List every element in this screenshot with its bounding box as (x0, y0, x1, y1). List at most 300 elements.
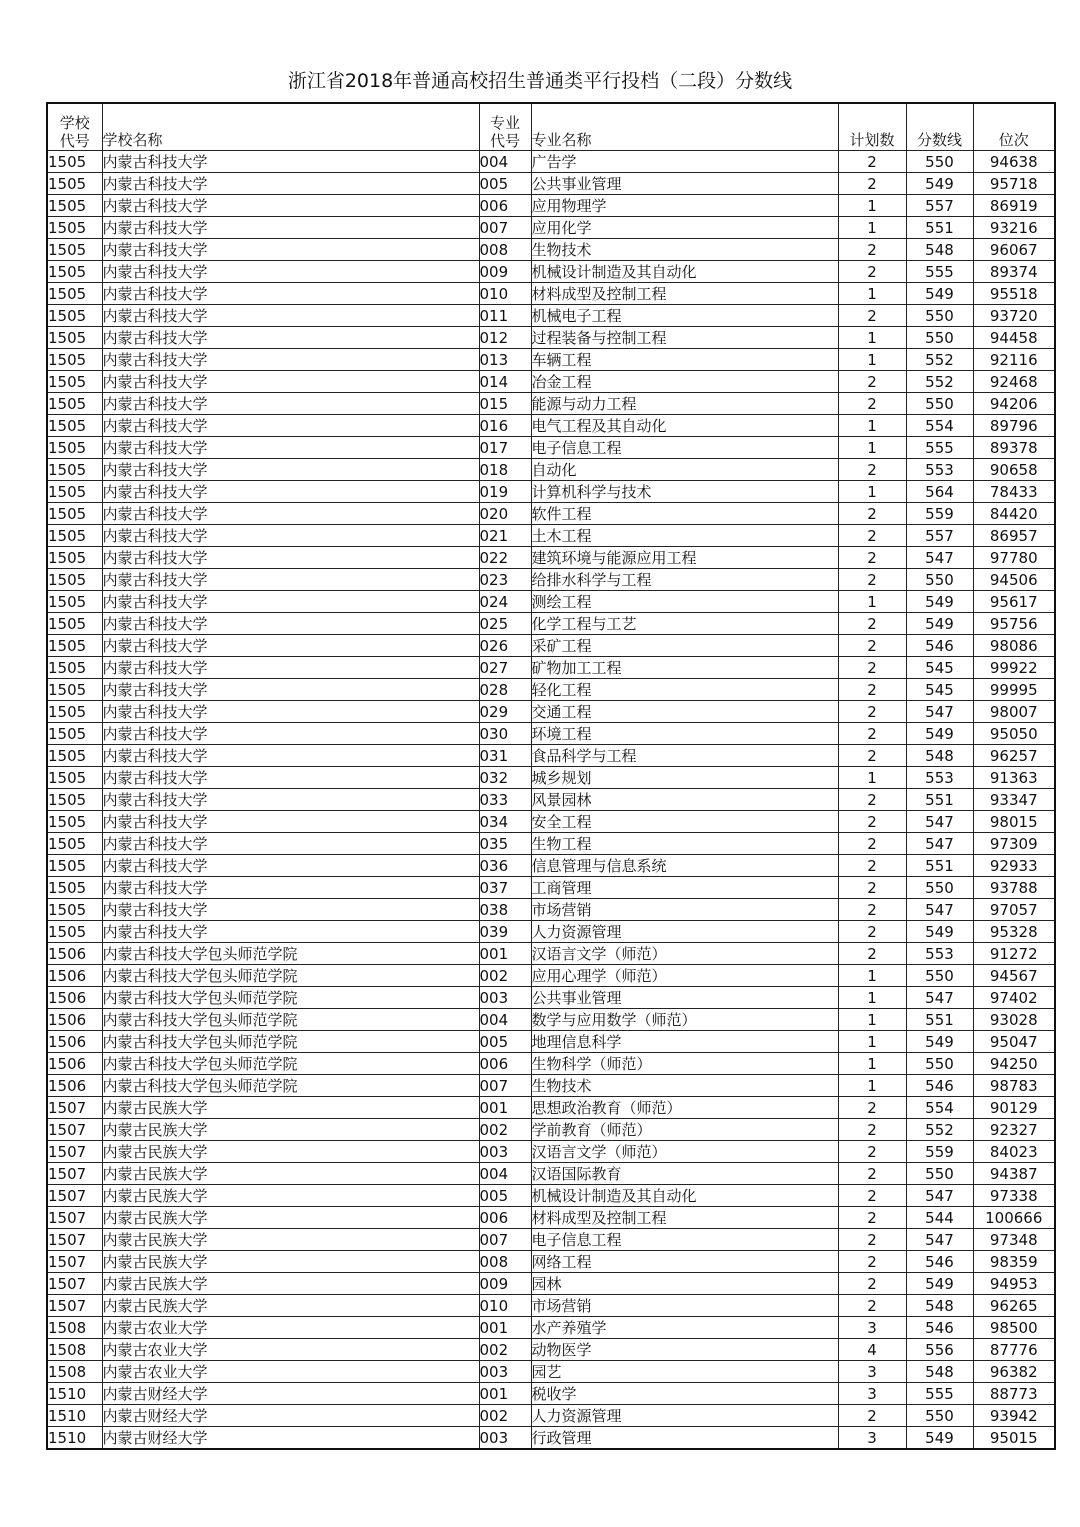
cell-score-line: 555 (906, 1383, 973, 1405)
table-row (47, 261, 1055, 283)
cell-school-name: 内蒙古科技大学 (102, 283, 479, 305)
cell-major-code: 012 (479, 327, 531, 349)
cell-school-code: 1507 (47, 1229, 102, 1251)
cell-plan-count: 2 (838, 723, 906, 745)
cell-school-code: 1508 (47, 1317, 102, 1339)
cell-major-name: 建筑环境与能源应用工程 (531, 547, 838, 569)
page-title: 浙江省2018年普通高校招生普通类平行投档（二段）分数线 (287, 70, 793, 92)
cell-plan-count: 1 (838, 1031, 906, 1053)
cell-plan-count: 2 (838, 569, 906, 591)
cell-major-code: 010 (479, 283, 531, 305)
cell-rank: 95518 (973, 283, 1055, 305)
cell-major-name: 电气工程及其自动化 (531, 415, 838, 437)
cell-major-code: 035 (479, 833, 531, 855)
cell-school-code: 1505 (47, 415, 102, 437)
cell-score-line: 548 (906, 239, 973, 261)
cell-school-code: 1506 (47, 1031, 102, 1053)
cell-rank: 100666 (973, 1207, 1055, 1229)
cell-plan-count: 3 (838, 1427, 906, 1450)
cell-major-code: 018 (479, 459, 531, 481)
cell-rank: 95328 (973, 921, 1055, 943)
cell-school-name: 内蒙古科技大学 (102, 305, 479, 327)
cell-plan-count: 3 (838, 1317, 906, 1339)
cell-plan-count: 1 (838, 327, 906, 349)
cell-score-line: 550 (906, 877, 973, 899)
cell-rank: 98783 (973, 1075, 1055, 1097)
cell-school-name: 内蒙古科技大学 (102, 833, 479, 855)
cell-school-name: 内蒙古科技大学 (102, 569, 479, 591)
table-row (47, 1163, 1055, 1185)
cell-school-code: 1506 (47, 1009, 102, 1031)
table-row (47, 943, 1055, 965)
cell-school-name: 内蒙古科技大学 (102, 349, 479, 371)
cell-school-code: 1507 (47, 1207, 102, 1229)
table-row (47, 855, 1055, 877)
cell-school-name: 内蒙古民族大学 (102, 1185, 479, 1207)
cell-rank: 97057 (973, 899, 1055, 921)
cell-major-name: 电子信息工程 (531, 437, 838, 459)
cell-plan-count: 2 (838, 679, 906, 701)
cell-score-line: 546 (906, 635, 973, 657)
cell-school-code: 1505 (47, 327, 102, 349)
cell-school-name: 内蒙古科技大学 (102, 635, 479, 657)
cell-rank: 93788 (973, 877, 1055, 899)
cell-plan-count: 2 (838, 1273, 906, 1295)
cell-major-name: 采矿工程 (531, 635, 838, 657)
table-row (47, 921, 1055, 943)
cell-school-code: 1505 (47, 811, 102, 833)
cell-plan-count: 2 (838, 525, 906, 547)
cell-score-line: 549 (906, 723, 973, 745)
header-rank: 位次 (973, 103, 1055, 151)
cell-rank: 96382 (973, 1361, 1055, 1383)
cell-plan-count: 2 (838, 613, 906, 635)
table-row (47, 305, 1055, 327)
cell-plan-count: 2 (838, 745, 906, 767)
cell-score-line: 547 (906, 833, 973, 855)
cell-school-code: 1505 (47, 679, 102, 701)
cell-plan-count: 1 (838, 437, 906, 459)
table-row (47, 1361, 1055, 1383)
table-row (47, 525, 1055, 547)
table-row (47, 1009, 1055, 1031)
cell-rank: 95050 (973, 723, 1055, 745)
cell-plan-count: 2 (838, 261, 906, 283)
cell-score-line: 559 (906, 503, 973, 525)
table-row (47, 1053, 1055, 1075)
header-school-code (47, 103, 102, 151)
cell-school-name: 内蒙古农业大学 (102, 1361, 479, 1383)
cell-score-line: 547 (906, 987, 973, 1009)
cell-major-name: 市场营销 (531, 1295, 838, 1317)
cell-major-code: 002 (479, 965, 531, 987)
cell-major-code: 039 (479, 921, 531, 943)
cell-plan-count: 1 (838, 767, 906, 789)
table-row (47, 613, 1055, 635)
cell-plan-count: 2 (838, 1405, 906, 1427)
table-row (47, 1427, 1055, 1450)
cell-school-name: 内蒙古科技大学 (102, 745, 479, 767)
cell-school-code: 1505 (47, 371, 102, 393)
table-row (47, 635, 1055, 657)
cell-major-name: 数学与应用数学（师范） (531, 1009, 838, 1031)
cell-major-code: 014 (479, 371, 531, 393)
cell-major-name: 给排水科学与工程 (531, 569, 838, 591)
cell-rank: 93720 (973, 305, 1055, 327)
cell-major-name: 生物科学（师范） (531, 1053, 838, 1075)
cell-major-name: 土木工程 (531, 525, 838, 547)
cell-major-code: 002 (479, 1405, 531, 1427)
table-row (47, 393, 1055, 415)
cell-rank: 89796 (973, 415, 1055, 437)
cell-major-name: 材料成型及控制工程 (531, 283, 838, 305)
cell-major-code: 006 (479, 1053, 531, 1075)
cell-major-name: 水产养殖学 (531, 1317, 838, 1339)
cell-major-name: 能源与动力工程 (531, 393, 838, 415)
header-school-code-top: 学校 (59, 114, 90, 132)
cell-score-line: 559 (906, 1141, 973, 1163)
cell-major-code: 001 (479, 1383, 531, 1405)
cell-school-code: 1507 (47, 1251, 102, 1273)
cell-score-line: 548 (906, 1361, 973, 1383)
cell-major-name: 冶金工程 (531, 371, 838, 393)
cell-school-code: 1505 (47, 657, 102, 679)
table-row (47, 811, 1055, 833)
cell-school-name: 内蒙古科技大学包头师范学院 (102, 1009, 479, 1031)
cell-major-name: 机械设计制造及其自动化 (531, 1185, 838, 1207)
cell-score-line: 545 (906, 679, 973, 701)
cell-plan-count: 2 (838, 305, 906, 327)
cell-plan-count: 2 (838, 1207, 906, 1229)
cell-score-line: 546 (906, 1317, 973, 1339)
cell-rank: 97309 (973, 833, 1055, 855)
cell-school-name: 内蒙古科技大学 (102, 789, 479, 811)
cell-school-code: 1505 (47, 547, 102, 569)
cell-plan-count: 2 (838, 393, 906, 415)
cell-major-name: 化学工程与工艺 (531, 613, 838, 635)
table-row (47, 1141, 1055, 1163)
table-row (47, 1119, 1055, 1141)
cell-school-name: 内蒙古科技大学 (102, 921, 479, 943)
cell-plan-count: 1 (838, 965, 906, 987)
cell-rank: 94567 (973, 965, 1055, 987)
cell-major-code: 034 (479, 811, 531, 833)
cell-plan-count: 2 (838, 701, 906, 723)
cell-major-code: 023 (479, 569, 531, 591)
cell-score-line: 553 (906, 943, 973, 965)
table-row (47, 657, 1055, 679)
cell-score-line: 544 (906, 1207, 973, 1229)
cell-rank: 94458 (973, 327, 1055, 349)
cell-major-code: 002 (479, 1339, 531, 1361)
cell-school-code: 1505 (47, 921, 102, 943)
cell-rank: 84023 (973, 1141, 1055, 1163)
cell-rank: 95617 (973, 591, 1055, 613)
cell-major-name: 生物技术 (531, 1075, 838, 1097)
cell-major-code: 001 (479, 1097, 531, 1119)
cell-major-code: 007 (479, 1229, 531, 1251)
cell-score-line: 555 (906, 437, 973, 459)
cell-score-line: 547 (906, 701, 973, 723)
cell-school-name: 内蒙古民族大学 (102, 1273, 479, 1295)
cell-score-line: 556 (906, 1339, 973, 1361)
cell-score-line: 554 (906, 1097, 973, 1119)
cell-rank: 96257 (973, 745, 1055, 767)
cell-major-code: 031 (479, 745, 531, 767)
score-table (46, 102, 1056, 1450)
cell-school-name: 内蒙古民族大学 (102, 1251, 479, 1273)
cell-school-code: 1505 (47, 459, 102, 481)
cell-score-line: 550 (906, 151, 973, 173)
cell-rank: 97402 (973, 987, 1055, 1009)
cell-major-code: 006 (479, 1207, 531, 1229)
cell-major-name: 网络工程 (531, 1251, 838, 1273)
cell-major-code: 030 (479, 723, 531, 745)
cell-school-name: 内蒙古科技大学 (102, 613, 479, 635)
cell-rank: 90658 (973, 459, 1055, 481)
cell-plan-count: 4 (838, 1339, 906, 1361)
cell-school-name: 内蒙古科技大学 (102, 723, 479, 745)
cell-major-code: 004 (479, 1163, 531, 1185)
cell-plan-count: 2 (838, 1295, 906, 1317)
cell-school-code: 1510 (47, 1383, 102, 1405)
table-row (47, 415, 1055, 437)
cell-major-code: 020 (479, 503, 531, 525)
cell-major-code: 005 (479, 1185, 531, 1207)
cell-major-code: 005 (479, 1031, 531, 1053)
cell-rank: 95015 (973, 1427, 1055, 1450)
cell-score-line: 550 (906, 1405, 973, 1427)
cell-school-code: 1505 (47, 437, 102, 459)
cell-rank: 95718 (973, 173, 1055, 195)
cell-major-code: 015 (479, 393, 531, 415)
cell-major-name: 广告学 (531, 151, 838, 173)
cell-school-code: 1505 (47, 239, 102, 261)
cell-major-code: 008 (479, 239, 531, 261)
cell-major-code: 003 (479, 1361, 531, 1383)
cell-major-name: 学前教育（师范） (531, 1119, 838, 1141)
cell-school-code: 1507 (47, 1097, 102, 1119)
cell-major-name: 自动化 (531, 459, 838, 481)
cell-rank: 89374 (973, 261, 1055, 283)
cell-school-name: 内蒙古科技大学包头师范学院 (102, 987, 479, 1009)
cell-school-code: 1505 (47, 393, 102, 415)
cell-rank: 94387 (973, 1163, 1055, 1185)
cell-rank: 98359 (973, 1251, 1055, 1273)
cell-school-name: 内蒙古科技大学 (102, 701, 479, 723)
table-row (47, 459, 1055, 481)
cell-plan-count: 1 (838, 591, 906, 613)
cell-major-name: 公共事业管理 (531, 173, 838, 195)
cell-plan-count: 2 (838, 811, 906, 833)
cell-school-code: 1510 (47, 1405, 102, 1427)
cell-major-code: 022 (479, 547, 531, 569)
cell-school-name: 内蒙古科技大学 (102, 503, 479, 525)
cell-plan-count: 2 (838, 239, 906, 261)
cell-school-code: 1505 (47, 525, 102, 547)
cell-rank: 95756 (973, 613, 1055, 635)
cell-plan-count: 2 (838, 833, 906, 855)
cell-school-code: 1505 (47, 217, 102, 239)
header-major-name: 专业名称 (531, 103, 838, 151)
cell-major-code: 010 (479, 1295, 531, 1317)
cell-major-name: 汉语言文学（师范） (531, 943, 838, 965)
cell-major-code: 011 (479, 305, 531, 327)
cell-school-code: 1505 (47, 591, 102, 613)
cell-rank: 92468 (973, 371, 1055, 393)
cell-rank: 78433 (973, 481, 1055, 503)
cell-school-name: 内蒙古科技大学 (102, 899, 479, 921)
cell-school-name: 内蒙古民族大学 (102, 1119, 479, 1141)
cell-plan-count: 2 (838, 1163, 906, 1185)
cell-major-name: 轻化工程 (531, 679, 838, 701)
table-row (47, 503, 1055, 525)
cell-major-code: 004 (479, 1009, 531, 1031)
table-row (47, 1295, 1055, 1317)
cell-major-code: 001 (479, 1317, 531, 1339)
cell-school-code: 1505 (47, 855, 102, 877)
cell-rank: 97348 (973, 1229, 1055, 1251)
cell-major-code: 032 (479, 767, 531, 789)
cell-plan-count: 2 (838, 899, 906, 921)
cell-plan-count: 2 (838, 657, 906, 679)
table-row (47, 349, 1055, 371)
table-row (47, 437, 1055, 459)
cell-major-name: 信息管理与信息系统 (531, 855, 838, 877)
cell-plan-count: 2 (838, 1251, 906, 1273)
cell-rank: 92116 (973, 349, 1055, 371)
cell-score-line: 550 (906, 393, 973, 415)
cell-score-line: 551 (906, 1009, 973, 1031)
cell-rank: 91363 (973, 767, 1055, 789)
cell-rank: 93216 (973, 217, 1055, 239)
cell-rank: 94506 (973, 569, 1055, 591)
cell-major-code: 033 (479, 789, 531, 811)
cell-major-name: 汉语言文学（师范） (531, 1141, 838, 1163)
cell-rank: 96067 (973, 239, 1055, 261)
cell-major-name: 电子信息工程 (531, 1229, 838, 1251)
cell-major-name: 计算机科学与技术 (531, 481, 838, 503)
cell-score-line: 552 (906, 349, 973, 371)
cell-school-code: 1505 (47, 723, 102, 745)
cell-major-name: 税收学 (531, 1383, 838, 1405)
cell-rank: 97338 (973, 1185, 1055, 1207)
cell-major-code: 003 (479, 1427, 531, 1450)
header-major-code-top: 专业 (489, 114, 520, 132)
cell-school-code: 1505 (47, 745, 102, 767)
cell-score-line: 550 (906, 965, 973, 987)
cell-school-name: 内蒙古农业大学 (102, 1339, 479, 1361)
cell-rank: 93347 (973, 789, 1055, 811)
cell-major-code: 028 (479, 679, 531, 701)
cell-plan-count: 2 (838, 943, 906, 965)
cell-school-code: 1505 (47, 195, 102, 217)
header-major-code (479, 103, 531, 151)
cell-school-name: 内蒙古民族大学 (102, 1163, 479, 1185)
table-row (47, 547, 1055, 569)
cell-plan-count: 2 (838, 789, 906, 811)
cell-score-line: 555 (906, 261, 973, 283)
cell-score-line: 549 (906, 1273, 973, 1295)
table-row (47, 1317, 1055, 1339)
cell-major-code: 027 (479, 657, 531, 679)
table-row (47, 569, 1055, 591)
cell-major-name: 材料成型及控制工程 (531, 1207, 838, 1229)
cell-school-name: 内蒙古科技大学 (102, 855, 479, 877)
cell-score-line: 547 (906, 1229, 973, 1251)
cell-score-line: 550 (906, 1163, 973, 1185)
cell-score-line: 557 (906, 525, 973, 547)
cell-score-line: 552 (906, 1119, 973, 1141)
cell-school-code: 1505 (47, 283, 102, 305)
cell-score-line: 553 (906, 767, 973, 789)
cell-school-code: 1507 (47, 1163, 102, 1185)
cell-plan-count: 1 (838, 195, 906, 217)
table-row (47, 371, 1055, 393)
cell-school-code: 1505 (47, 569, 102, 591)
table-row (47, 1185, 1055, 1207)
table-row (47, 965, 1055, 987)
cell-school-code: 1505 (47, 701, 102, 723)
table-row (47, 767, 1055, 789)
cell-score-line: 549 (906, 1031, 973, 1053)
table-row (47, 1229, 1055, 1251)
cell-score-line: 549 (906, 591, 973, 613)
cell-school-code: 1507 (47, 1273, 102, 1295)
table-row (47, 591, 1055, 613)
cell-major-code: 013 (479, 349, 531, 371)
cell-score-line: 548 (906, 1295, 973, 1317)
cell-score-line: 547 (906, 899, 973, 921)
cell-school-code: 1505 (47, 877, 102, 899)
cell-major-code: 004 (479, 151, 531, 173)
header-plan: 计划数 (838, 103, 906, 151)
cell-rank: 91272 (973, 943, 1055, 965)
cell-major-name: 矿物加工工程 (531, 657, 838, 679)
cell-major-name: 人力资源管理 (531, 921, 838, 943)
cell-school-name: 内蒙古农业大学 (102, 1317, 479, 1339)
table-row (47, 679, 1055, 701)
table-row (47, 877, 1055, 899)
cell-major-code: 026 (479, 635, 531, 657)
cell-score-line: 552 (906, 371, 973, 393)
cell-plan-count: 3 (838, 1361, 906, 1383)
cell-score-line: 557 (906, 195, 973, 217)
cell-school-code: 1505 (47, 261, 102, 283)
table-body (47, 151, 1055, 1450)
cell-major-name: 交通工程 (531, 701, 838, 723)
cell-school-code: 1505 (47, 503, 102, 525)
cell-plan-count: 2 (838, 877, 906, 899)
cell-rank: 92933 (973, 855, 1055, 877)
cell-school-name: 内蒙古科技大学 (102, 811, 479, 833)
cell-school-name: 内蒙古科技大学 (102, 195, 479, 217)
table-row (47, 239, 1055, 261)
cell-score-line: 545 (906, 657, 973, 679)
table-row (47, 1383, 1055, 1405)
cell-school-name: 内蒙古科技大学 (102, 217, 479, 239)
cell-major-name: 风景园林 (531, 789, 838, 811)
cell-school-name: 内蒙古科技大学包头师范学院 (102, 1075, 479, 1097)
cell-score-line: 554 (906, 415, 973, 437)
cell-rank: 87776 (973, 1339, 1055, 1361)
cell-score-line: 549 (906, 1427, 973, 1450)
cell-major-code: 007 (479, 217, 531, 239)
cell-major-name: 机械电子工程 (531, 305, 838, 327)
cell-major-code: 009 (479, 1273, 531, 1295)
cell-major-name: 动物医学 (531, 1339, 838, 1361)
cell-rank: 92327 (973, 1119, 1055, 1141)
